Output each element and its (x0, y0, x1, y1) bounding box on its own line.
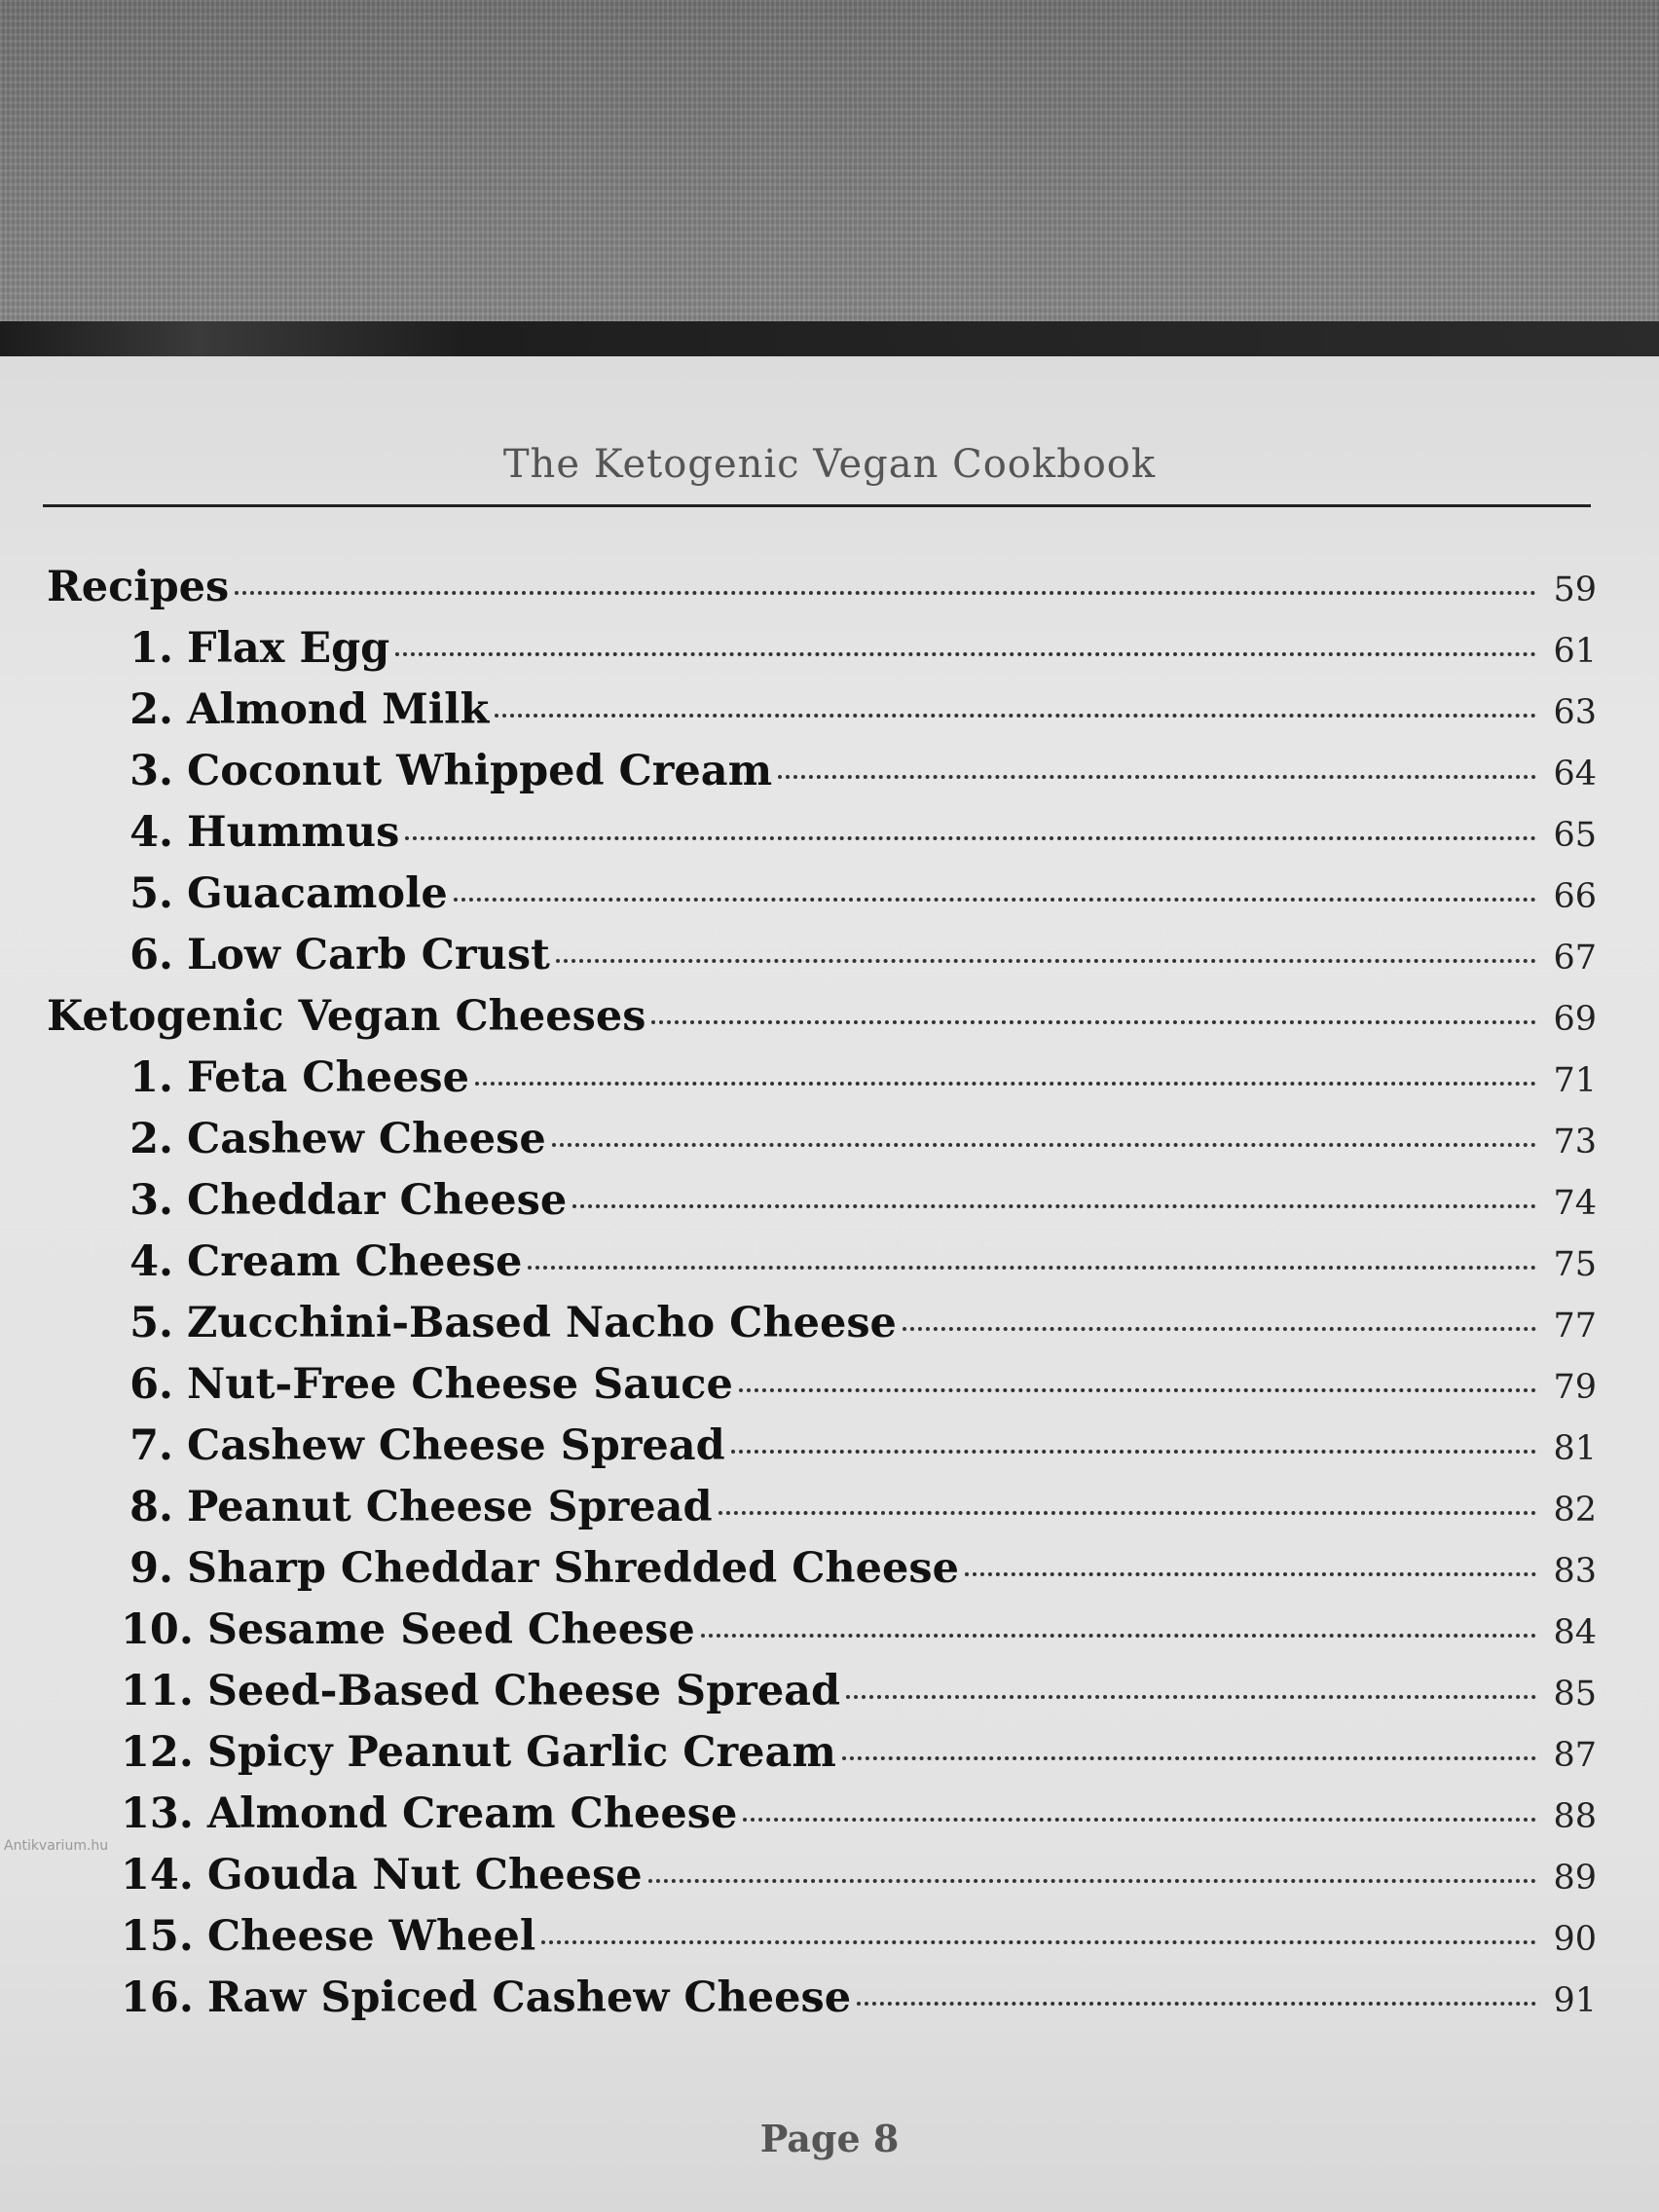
toc-entry (47, 1789, 1597, 1851)
toc-entry (47, 931, 1597, 992)
dot-leader (495, 713, 1536, 718)
toc-entry (47, 685, 1597, 747)
toc-entry-page: 75 (1553, 1245, 1597, 1284)
toc-section (47, 992, 1597, 1053)
toc-entry (47, 1237, 1597, 1299)
toc-entry-title: Guacamole (187, 869, 448, 918)
toc-entry-page: 83 (1553, 1552, 1597, 1591)
toc-entry (47, 1360, 1597, 1421)
toc-entry (47, 808, 1597, 869)
toc-entry-title: Recipes (47, 563, 230, 611)
dot-leader (846, 1694, 1536, 1699)
toc-entry-page: 67 (1553, 939, 1597, 977)
toc-entry-page: 84 (1553, 1613, 1597, 1652)
toc-entry-page: 61 (1553, 632, 1597, 671)
dot-leader (903, 1326, 1536, 1331)
toc-entry-title: Gouda Nut Cheese (206, 1851, 643, 1899)
book-cover-edge (0, 321, 1659, 360)
dot-leader (541, 1939, 1536, 1944)
toc-entry-title: Nut-Free Cheese Sauce (187, 1360, 733, 1409)
dot-leader (556, 958, 1536, 963)
toc-entry-page: 63 (1553, 693, 1597, 732)
toc-entry-page: 81 (1553, 1429, 1597, 1468)
background-surface (0, 0, 1659, 336)
toc-entry (47, 1115, 1597, 1176)
toc-entry (47, 1973, 1597, 2035)
toc-entry-page: 64 (1553, 755, 1597, 793)
toc-entry (47, 1053, 1597, 1115)
toc-entry (47, 1851, 1597, 1912)
toc-entry-page: 91 (1553, 1981, 1597, 2020)
toc-entry (47, 869, 1597, 931)
toc-entry-number: 5. (129, 1299, 173, 1347)
running-head: The Ketogenic Vegan Cookbook (502, 442, 1157, 487)
toc-entry-page: 59 (1553, 571, 1597, 609)
dot-leader (731, 1449, 1536, 1454)
toc-entry-number: 2. (129, 685, 173, 734)
toc-entry-title: Peanut Cheese Spread (187, 1483, 713, 1531)
toc-entry-number: 4. (129, 1237, 173, 1286)
toc-entry-title: Almond Cream Cheese (206, 1789, 738, 1838)
toc-entry-title: Coconut Whipped Cream (187, 747, 773, 795)
toc-entry-page: 90 (1553, 1920, 1597, 1959)
dot-leader (552, 1142, 1536, 1147)
toc-entry-number: 2. (129, 1115, 173, 1163)
toc-entry-title: Cashew Cheese (187, 1115, 546, 1163)
dot-leader (405, 835, 1536, 840)
toc-entry-title: Low Carb Crust (187, 931, 550, 979)
toc-entry-title: Almond Milk (187, 685, 490, 734)
book-page (0, 356, 1659, 2212)
dot-leader (528, 1265, 1536, 1270)
toc-entry-title: Zucchini-Based Nacho Cheese (187, 1299, 897, 1347)
dot-leader (701, 1633, 1536, 1638)
toc-entry-page: 65 (1553, 816, 1597, 855)
toc-entry-title: Feta Cheese (187, 1053, 469, 1102)
toc-entry-title: Raw Spiced Cashew Cheese (206, 1973, 852, 2022)
toc-entry-page: 88 (1553, 1797, 1597, 1836)
toc-entry-number: 16. (121, 1973, 194, 2022)
toc-entry-page: 87 (1553, 1736, 1597, 1775)
toc-entry-title: Sesame Seed Cheese (206, 1605, 695, 1654)
toc-entry-page: 73 (1553, 1123, 1597, 1161)
toc-entry (47, 1483, 1597, 1544)
toc-entry-number: 1. (129, 1053, 173, 1102)
page-number: Page 8 (759, 2117, 900, 2160)
toc-entry-number: 10. (121, 1605, 194, 1654)
dot-leader (842, 1755, 1536, 1760)
dot-leader (778, 774, 1536, 779)
toc-entry-page: 71 (1553, 1061, 1597, 1100)
toc-entry-page: 74 (1553, 1184, 1597, 1223)
toc-entry-title: Hummus (187, 808, 400, 857)
toc-entry-page: 69 (1553, 1000, 1597, 1039)
toc-entry-page: 66 (1553, 877, 1597, 916)
toc-entry-title: Cashew Cheese Spread (187, 1421, 725, 1470)
dot-leader (572, 1203, 1536, 1208)
toc-entry-title: Seed-Based Cheese Spread (206, 1667, 841, 1715)
toc-entry-number: 3. (129, 747, 173, 795)
toc-entry (47, 1421, 1597, 1483)
toc-entry-number: 14. (121, 1851, 194, 1899)
toc-entry-page: 89 (1553, 1859, 1597, 1898)
toc-entry-page: 85 (1553, 1675, 1597, 1714)
toc-entry (47, 1544, 1597, 1605)
toc-entry-title: Cheddar Cheese (187, 1176, 568, 1225)
toc-entry (47, 624, 1597, 685)
dot-leader (454, 897, 1536, 902)
toc-entry-number: 7. (129, 1421, 173, 1470)
dot-leader (475, 1081, 1536, 1086)
table-of-contents (47, 563, 1597, 2035)
toc-entry-number: 4. (129, 808, 173, 857)
toc-entry-page: 79 (1553, 1368, 1597, 1407)
toc-entry-number: 1. (129, 624, 173, 673)
toc-entry-number: 9. (129, 1544, 173, 1593)
toc-entry-number: 8. (129, 1483, 173, 1531)
toc-entry-page: 82 (1553, 1491, 1597, 1530)
watermark: Antikvarium.hu (4, 1838, 109, 1854)
toc-entry-number: 12. (121, 1728, 194, 1777)
dot-leader (719, 1510, 1536, 1515)
dot-leader (235, 590, 1536, 595)
toc-entry-number: 15. (121, 1912, 194, 1961)
toc-entry (47, 1728, 1597, 1789)
dot-leader (857, 2001, 1536, 2006)
toc-entry-page: 77 (1553, 1307, 1597, 1346)
toc-entry-number: 6. (129, 931, 173, 979)
dot-leader (648, 1878, 1536, 1883)
dot-leader (395, 651, 1536, 656)
toc-entry-number: 13. (121, 1789, 194, 1838)
toc-entry-title: Cream Cheese (187, 1237, 523, 1286)
toc-entry (47, 747, 1597, 808)
toc-entry (47, 1299, 1597, 1360)
dot-leader (743, 1817, 1536, 1822)
header-rule (43, 504, 1591, 507)
dot-leader (739, 1387, 1536, 1392)
toc-entry-title: Sharp Cheddar Shredded Cheese (187, 1544, 959, 1593)
toc-entry-number: 6. (129, 1360, 173, 1409)
toc-section (47, 563, 1597, 624)
dot-leader (651, 1019, 1536, 1024)
toc-entry (47, 1605, 1597, 1667)
dot-leader (965, 1571, 1536, 1576)
toc-entry-title: Flax Egg (187, 624, 390, 673)
toc-entry-number: 11. (121, 1667, 194, 1715)
toc-entry (47, 1912, 1597, 1973)
toc-entry-number: 3. (129, 1176, 173, 1225)
toc-entry-title: Cheese Wheel (206, 1912, 536, 1961)
toc-entry (47, 1176, 1597, 1237)
toc-entry-number: 5. (129, 869, 173, 918)
toc-entry (47, 1667, 1597, 1728)
toc-entry-title: Ketogenic Vegan Cheeses (47, 992, 646, 1041)
toc-entry-title: Spicy Peanut Garlic Cream (206, 1728, 836, 1777)
